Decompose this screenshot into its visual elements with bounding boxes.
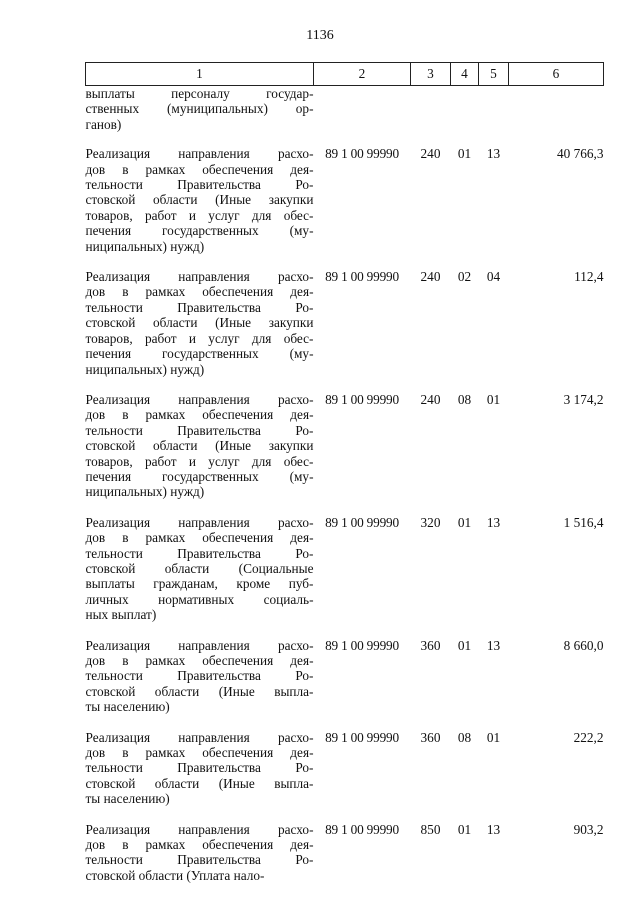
description-line: тельности Правительства Ро-	[85, 760, 314, 776]
description-line: стовской области (Социальные	[85, 560, 314, 576]
section-code: 01	[457, 146, 472, 162]
description-line: личных нормативных социаль-	[85, 591, 314, 607]
description-line: Реализация направления расхо-	[85, 729, 314, 745]
continuation-row	[86, 86, 604, 142]
description-line: тельности Правительства Ро-	[85, 299, 314, 315]
description-line: тельности Правительства Ро-	[85, 668, 314, 684]
expense-type-code: 240	[420, 269, 441, 285]
description-line: стовской области (Иные закупки	[85, 438, 314, 454]
target-article-code: 89 1 00 99990	[325, 637, 399, 653]
target-article-code: 89 1 00 99990	[325, 146, 399, 162]
description-line: выплаты персоналу государ-	[85, 86, 314, 101]
amount-value: 1 516,4	[563, 514, 604, 530]
description-line: стовской области (Иные закупки	[85, 315, 314, 331]
description-line: ниципальных) нужд)	[85, 484, 205, 500]
row-description	[86, 264, 314, 387]
target-article-code: 89 1 00 99990	[325, 729, 399, 745]
row-description	[86, 817, 314, 894]
description-line: дов в рамках обеспечения дея-	[85, 745, 314, 761]
description-line: тельности Правительства Ро-	[85, 177, 314, 193]
budget-table	[85, 62, 604, 893]
column-header-5: 5	[479, 63, 509, 86]
subsection-code: 01	[486, 391, 501, 407]
target-article-code: 89 1 00 99990	[325, 514, 399, 530]
amount-value: 3 174,2	[563, 391, 604, 407]
row-description	[86, 725, 314, 817]
row-description	[86, 141, 314, 264]
subsection-code: 13	[486, 514, 501, 530]
description-line: тельности Правительства Ро-	[85, 545, 314, 561]
expense-type-code: 850	[420, 821, 441, 837]
row-description	[86, 510, 314, 633]
column-header-3: 3	[411, 63, 451, 86]
continuation-description	[86, 86, 314, 142]
description-line: ниципальных) нужд)	[85, 361, 205, 377]
table-row	[86, 387, 604, 510]
amount-value: 112,4	[574, 269, 604, 285]
description-line: тельности Правительства Ро-	[85, 852, 314, 868]
description-line: товаров, работ и услуг для обес-	[85, 207, 314, 223]
subsection-code: 13	[486, 146, 501, 162]
expense-type-code: 360	[420, 637, 441, 653]
description-line: стовской области (Иные закупки	[85, 192, 314, 208]
description-line: тельности Правительства Ро-	[85, 422, 314, 438]
description-line: ниципальных) нужд)	[85, 238, 205, 254]
description-line: стовской области (Иные выпла-	[85, 775, 314, 791]
amount-value: 222,2	[573, 729, 604, 745]
section-code: 08	[457, 729, 472, 745]
table-row	[86, 264, 604, 387]
description-line: дов в рамках обеспечения дея-	[85, 653, 314, 668]
description-line: печения государственных (му-	[85, 468, 314, 484]
table-row	[86, 510, 604, 633]
description-line: ственных (муниципальных) ор-	[85, 101, 314, 117]
table-row	[86, 817, 604, 894]
description-line: стовской области (Иные выпла-	[85, 683, 314, 699]
description-line: Реализация направления расхо-	[85, 514, 314, 530]
column-header-4: 4	[451, 63, 479, 86]
subsection-code: 13	[486, 637, 501, 653]
subsection-code: 01	[486, 729, 501, 745]
description-line: Реализация направления расхо-	[85, 269, 314, 285]
description-line: печения государственных (му-	[85, 223, 314, 239]
column-header-row	[86, 63, 604, 86]
section-code: 08	[457, 391, 472, 407]
description-line: Реализация направления расхо-	[85, 821, 314, 837]
description-line: ты населению)	[85, 699, 170, 715]
subsection-code: 13	[486, 821, 501, 837]
expense-type-code: 240	[420, 391, 441, 407]
section-code: 01	[457, 514, 472, 530]
description-line: товаров, работ и услуг для обес-	[85, 453, 314, 469]
description-line: дов в рамках обеспечения дея-	[85, 161, 314, 177]
column-header-1: 1	[86, 63, 314, 86]
expense-type-code: 320	[420, 514, 441, 530]
section-code: 01	[457, 821, 472, 837]
table-row	[86, 633, 604, 725]
row-description	[86, 633, 314, 725]
description-line: дов в рамках обеспечения дея-	[85, 407, 314, 423]
page-number: 1136	[306, 28, 334, 43]
target-article-code: 89 1 00 99990	[325, 269, 399, 285]
description-line: Реализация направления расхо-	[85, 146, 314, 162]
description-line: выплаты гражданам, кроме пуб-	[85, 576, 314, 592]
amount-value: 40 766,3	[556, 146, 604, 162]
section-code: 01	[457, 637, 472, 653]
description-line: дов в рамках обеспечения дея-	[85, 284, 314, 300]
description-line: ных выплат)	[85, 607, 157, 623]
target-article-code: 89 1 00 99990	[325, 391, 399, 407]
description-line: Реализация направления расхо-	[85, 637, 314, 653]
description-line: печения государственных (му-	[85, 346, 314, 362]
table-row	[86, 141, 604, 264]
subsection-code: 04	[486, 269, 501, 285]
description-line: ты населению)	[85, 791, 170, 807]
description-line: дов в рамках обеспечения дея-	[85, 530, 314, 546]
target-article-code: 89 1 00 99990	[325, 821, 399, 837]
table-row	[86, 725, 604, 817]
expense-type-code: 240	[420, 146, 441, 162]
amount-value: 903,2	[573, 821, 604, 837]
amount-value: 8 660,0	[563, 637, 604, 653]
section-code: 02	[457, 269, 472, 285]
row-description	[86, 387, 314, 510]
description-line: ганов)	[85, 116, 122, 132]
expense-type-code: 360	[420, 729, 441, 745]
description-line: дов в рамках обеспечения дея-	[85, 837, 314, 853]
description-line: стовской области (Уплата нало-	[85, 867, 265, 883]
column-header-2: 2	[314, 63, 411, 86]
description-line: Реализация направления расхо-	[85, 391, 314, 407]
description-line: товаров, работ и услуг для обес-	[85, 330, 314, 346]
column-header-6: 6	[509, 63, 604, 86]
